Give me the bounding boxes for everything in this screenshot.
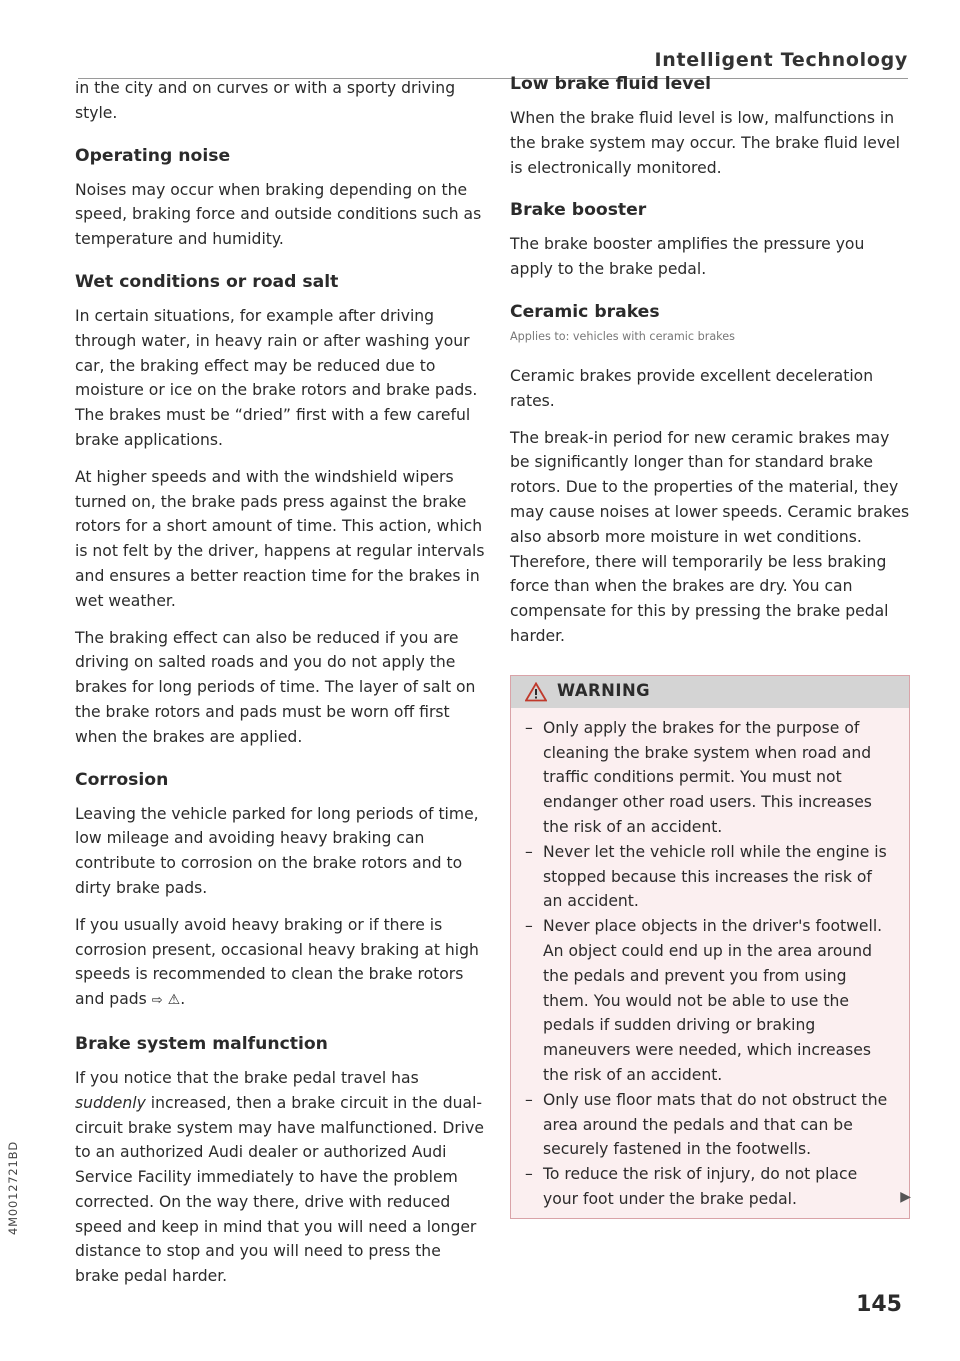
- ceramic-paragraph-1: Ceramic brakes provide excellent deceleration rates.: [510, 366, 874, 410]
- page-number: 145: [856, 1292, 902, 1317]
- warning-item: – Only use floor mats that do not obstruct the area around the pedals and that can be securely fastened in the footwells.: [525, 1088, 895, 1162]
- corrosion-heading: Corrosion: [75, 769, 169, 790]
- corrosion-paragraph-2: [75, 913, 485, 1014]
- left-column: [75, 76, 485, 1301]
- warning-box: [510, 675, 910, 1219]
- applies-to-note: Applies to: vehicles with ceramic brakes: [510, 329, 735, 343]
- wet-paragraph-3: The braking effect can also be reduced if you are driving on salted roads and you do not apply the brakes for long periods of time. The layer of salt on the brake rotors and pads must be worn off first when the brakes are applied.: [75, 628, 476, 746]
- ceramic-brakes-heading: Ceramic brakes: [510, 301, 660, 322]
- cross-reference-arrow-icon[interactable]: ⇨: [151, 993, 163, 1009]
- low-brake-fluid-paragraph: When the brake fluid level is low, malfunctions in the brake system may occur. The brake fluid level is electronically monitored.: [510, 109, 900, 177]
- right-column: [510, 72, 910, 1219]
- wet-conditions-heading: Wet conditions or road salt: [75, 271, 339, 292]
- malfunction-text-a: If you notice that the brake pedal travel has: [75, 1068, 419, 1087]
- warning-header: [511, 676, 909, 708]
- operating-noise-paragraph: Noises may occur when braking depending on the speed, braking force and outside conditions such as temperature and humidity.: [75, 180, 482, 249]
- warning-list: [511, 708, 909, 1218]
- warning-item: – To reduce the risk of injury, do not place your foot under the brake pedal.: [525, 1162, 895, 1212]
- warning-item: – Never place objects in the driver's footwell. An object could end up in the area around the pedals and prevent you from using them. You would not be able to use the pedals if sudden driving or braking maneuvers were needed, which increases the risk of an accident.: [525, 914, 895, 1088]
- brake-booster-heading: Brake booster: [510, 200, 647, 221]
- warning-item: – Never let the vehicle roll while the engine is stopped because this increases the risk of an accident.: [525, 840, 895, 914]
- warning-reference-icon[interactable]: ⚠: [167, 992, 181, 1009]
- document-code: 4M0012721BD: [6, 1141, 20, 1235]
- warning-item: – Only apply the brakes for the purpose of cleaning the brake system when road and traffic conditions permit. You must not endanger other road users. This increases the risk of an accident.: [525, 716, 895, 840]
- warning-title: WARNING: [557, 681, 651, 701]
- intro-paragraph: in the city and on curves or with a sporty driving style.: [75, 79, 456, 122]
- ceramic-paragraph-2: The break-in period for new ceramic brakes may be significantly longer than for standard brake rotors. Due to the properties of the material, they may cause noises at lower speeds. Ceramic brakes also absorb more moisture in wet conditions. Therefore, there will temporarily be less braking force than when the brakes are dry. You can compensate for this by pressing the brake pedal harder.: [510, 428, 910, 645]
- brake-malfunction-paragraph: [75, 1066, 485, 1289]
- low-brake-fluid-heading: Low brake fluid level: [510, 74, 712, 94]
- continue-arrow-icon: ▶: [900, 1188, 911, 1205]
- corrosion-paragraph-1: Leaving the vehicle parked for long periods of time, low mileage and avoiding heavy braking can contribute to corrosion on the brake rotors and to dirty brake pads.: [75, 804, 479, 897]
- operating-noise-heading: Operating noise: [75, 145, 231, 166]
- brake-booster-paragraph: The brake booster amplifies the pressure you apply to the brake pedal.: [510, 235, 865, 279]
- running-header: Intelligent Technology: [654, 49, 908, 71]
- wet-paragraph-2: At higher speeds and with the windshield wipers turned on, the brake pads press against the brake rotors for a short amount of time. This action, which is not felt by the driver, happens at regular intervals and ensures a better reaction time for the brakes in wet weather.: [75, 467, 485, 610]
- malfunction-emphasis: suddenly: [75, 1093, 146, 1112]
- warning-triangle-icon: [525, 682, 547, 702]
- corrosion-paragraph-2-text: If you usually avoid heavy braking or if there is corrosion present, occasional heavy braking at high speeds is recommended to clean the brake rotors and pads: [75, 915, 479, 1009]
- malfunction-text-b: increased, then a brake circuit in the dual-circuit brake system may have malfunctioned. Drive to an authorized Audi dealer or authorized Audi Service Facility immediately to have the problem corrected. On the way there, drive with reduced speed and keep in mind that you will need a longer distance to stop and you will need to press the brake pedal harder.: [75, 1093, 484, 1286]
- brake-malfunction-heading: Brake system malfunction: [75, 1033, 328, 1054]
- corrosion-paragraph-2-end: .: [180, 990, 186, 1009]
- wet-paragraph-1: In certain situations, for example after driving through water, in heavy rain or after washing your car, the braking effect may be reduced due to moisture or ice on the brake rotors and brake pads. The brakes must be “dried” first with a few careful brake applications.: [75, 306, 478, 449]
